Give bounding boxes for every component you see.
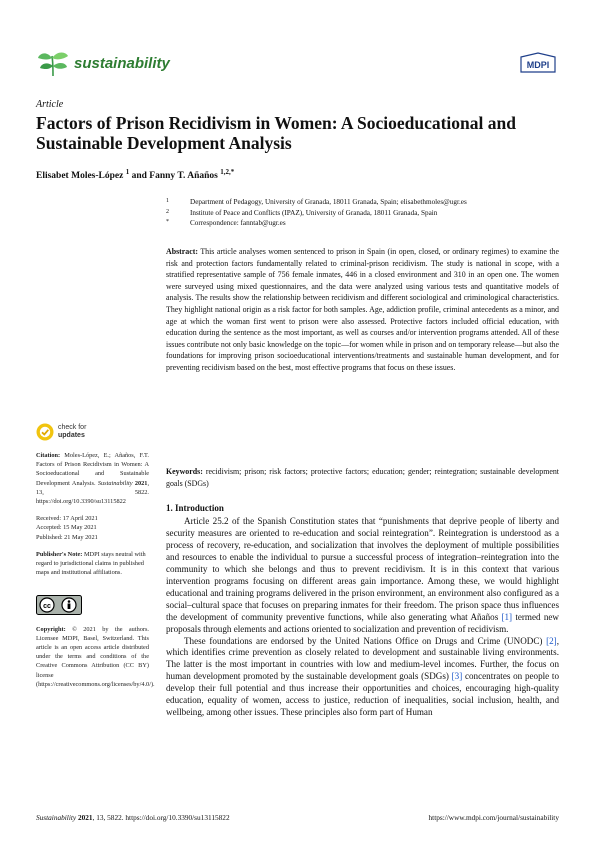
citation-block [36, 451, 149, 506]
citation-journal: Sustainability [97, 479, 133, 487]
dates-block [36, 514, 149, 542]
abstract-label: Abstract: [166, 247, 198, 256]
publisher-note [36, 550, 149, 578]
paragraph-text: Article 25.2 of the Spanish Constitution states that “punishments that deprive people of liberty and security measures are oriented to re-education and social reintegration”. Reintegration is understood as a process of recovery, re-education, and socialization that involves the deployment of multiple possibilities and resources to enable the individual to pursue a successful process of integration–reintegration into the community to which she belongs and thus to prevent recidivism. It is in this context that various intervention programs focusing on different areas gain importance. Among these, we would highlight educational and training programs delivered in the prison environment, an environment also configured as a social–cultural space that focuses on preparing inmates for their freedom. The prison space thus influences the development of community preventive functions, while also generating what Añaños [166, 516, 559, 622]
author-separator: and [129, 171, 150, 182]
affiliation-list [166, 197, 566, 229]
affiliation-mark: 2 [166, 208, 169, 215]
mdpi-logo-text: MDPI [526, 60, 550, 70]
copyright-notice [36, 625, 155, 689]
author-affiliation-mark: 1,2,* [220, 168, 235, 176]
published-date: Published: 21 May 2021 [36, 533, 98, 541]
keywords-label: Keywords: [166, 467, 203, 476]
citation-year: 2021 [134, 479, 148, 487]
abstract [166, 246, 559, 374]
accepted-date: Accepted: 15 May 2021 [36, 524, 97, 532]
author-name[interactable]: Elisabet Moles-López [36, 171, 124, 182]
section-heading: 1. Introduction [166, 503, 224, 513]
citation-authors: Moles-López, E.; Añaños, F.T. Factors of Prison Recidivism in Women: A Socioeducational and Sustainable Development Analysis. [36, 452, 149, 487]
keywords-text: recidivism; prison; risk factors; protective factors; education; gender; reintegration; sustainable development goals (SDGs) [166, 467, 559, 488]
copyright-text: © 2021 by the authors. Licensee MDPI, Basel, Switzerland. This article is an open access article distributed under the terms and conditions of the Creative Commons Attribution (CC BY) license (https://creativecommons.org/licenses/by/4.0/). [36, 625, 155, 688]
check-updates-line2: updates [58, 432, 85, 439]
author-list [36, 168, 234, 181]
author-name[interactable]: Fanny T. Añaños [149, 171, 218, 182]
footer-year: 2021 [77, 813, 93, 822]
affiliation-item [166, 197, 566, 208]
copyright-label: Copyright: [36, 625, 66, 633]
publisher-note-label: Publisher's Note: [36, 550, 83, 558]
footer-journal: Sustainability [36, 813, 77, 822]
article-sidebar [36, 451, 155, 697]
paragraph-text: termed new proposals through elements and actions oriented to socialization and prevention of recidivism. [166, 611, 559, 634]
correspondence-text: Correspondence: fanntab@ugr.es [190, 219, 286, 227]
article-type: Article [36, 99, 64, 110]
affiliation-mark: * [166, 219, 169, 225]
footer-doi[interactable]: , 13, 5822. https://doi.org/10.3390/su13115822 [92, 813, 230, 822]
cc-by-license-icon[interactable] [36, 595, 82, 615]
affiliation-mark: 1 [166, 198, 169, 204]
check-updates-icon [36, 423, 54, 441]
citation-link[interactable]: [2] [546, 635, 557, 646]
affiliation-item [166, 218, 566, 229]
citation-doi[interactable]: , 13, 5822. https://doi.org/10.3390/su13115822 [36, 479, 150, 506]
body-text [166, 516, 559, 719]
paragraph-text: , which identifies crime prevention as closely related to development and sustainable living environments. The latter is the most important in countries with low and medium-level incomes. Further, the focus on human development promoted by the sustainable development goals (SDGs) [166, 635, 559, 682]
journal-logo [36, 48, 170, 78]
journal-name: sustainability [74, 54, 170, 72]
affiliation-text: Department of Pedagogy, University of Granada, 18011 Granada, Spain; elisabethmoles@ugr.es [190, 198, 467, 206]
affiliation-text: Institute of Peace and Conflicts (IPAZ), University of Granada, 18011 Granada, Spain [190, 208, 438, 217]
abstract-text: This article analyses women sentenced to prison in Spain (in open, closed, or ordinary regimes) to examine the risk and protection factors fundamentally related to criminal-prison recidivism. The study is national in scope, with a stratified representative sample of 756 female inmates, 446 in a closed environment and 310 in an open one. The women were surveyed using mixed questionnaires, and the data were analyzed using various tests and quantitative models of analysis. The results show the relationship between recidivism and different sociological and criminological characteristics. They highlight national origin as a risk factor for both samples. Age, addiction profile, criminal antecedents as a minor, and age at which the woman first went to prison were also assessed. Protective factors included official education, with education during the sentence as the most important, as well as courses and/or intervention programs attended. All of these issues contribute not only basic knowledge on the topic—for women while in prison and on temporary release—but also the foundations for improving prison socioeducational interventions/treatments and sustainable human development, and for preventing recidivism based on the best, most effective programs that focus on these issues. [166, 247, 559, 372]
citation-link[interactable]: [3] [451, 671, 463, 682]
check-updates-line1: check for [58, 424, 87, 431]
check-updates-label [58, 424, 86, 440]
received-date: Received: 17 April 2021 [36, 515, 98, 523]
paragraph-text: concentrates on people to develop their full potential and thus increase their opportunities and choices, encouraging high-quality education, equality of women, access to justice, reduction of inequalities, social inclusion, health, and wellbeing, among other issues. These principles also form part of Human [166, 671, 559, 718]
keywords [166, 466, 559, 489]
check-for-updates-badge[interactable] [36, 423, 86, 441]
svg-text:cc: cc [43, 603, 51, 611]
citation-label: Citation: [36, 452, 61, 459]
leaf-logo-icon [36, 48, 70, 78]
citation-link[interactable]: [1] [501, 611, 513, 622]
body-paragraph [166, 636, 559, 720]
article-title: Factors of Prison Recidivism in Women: A Socioeducational and Sustainable Development Analysis [36, 113, 516, 153]
paragraph-text: These foundations are endorsed by the United Nations Office on Drugs and Crime (UNODC) [184, 635, 547, 646]
affiliation-item [166, 208, 566, 219]
body-paragraph [166, 516, 559, 636]
mdpi-logo-icon [517, 52, 559, 74]
author-affiliation-mark: 1 [125, 168, 130, 176]
footer-journal-url[interactable]: https://www.mdpi.com/journal/sustainability [428, 813, 559, 822]
footer-citation [36, 813, 230, 822]
publisher-note-text: MDPI stays neutral with regard to jurisdictional claims in published maps and institutional affiliations. [36, 550, 146, 577]
